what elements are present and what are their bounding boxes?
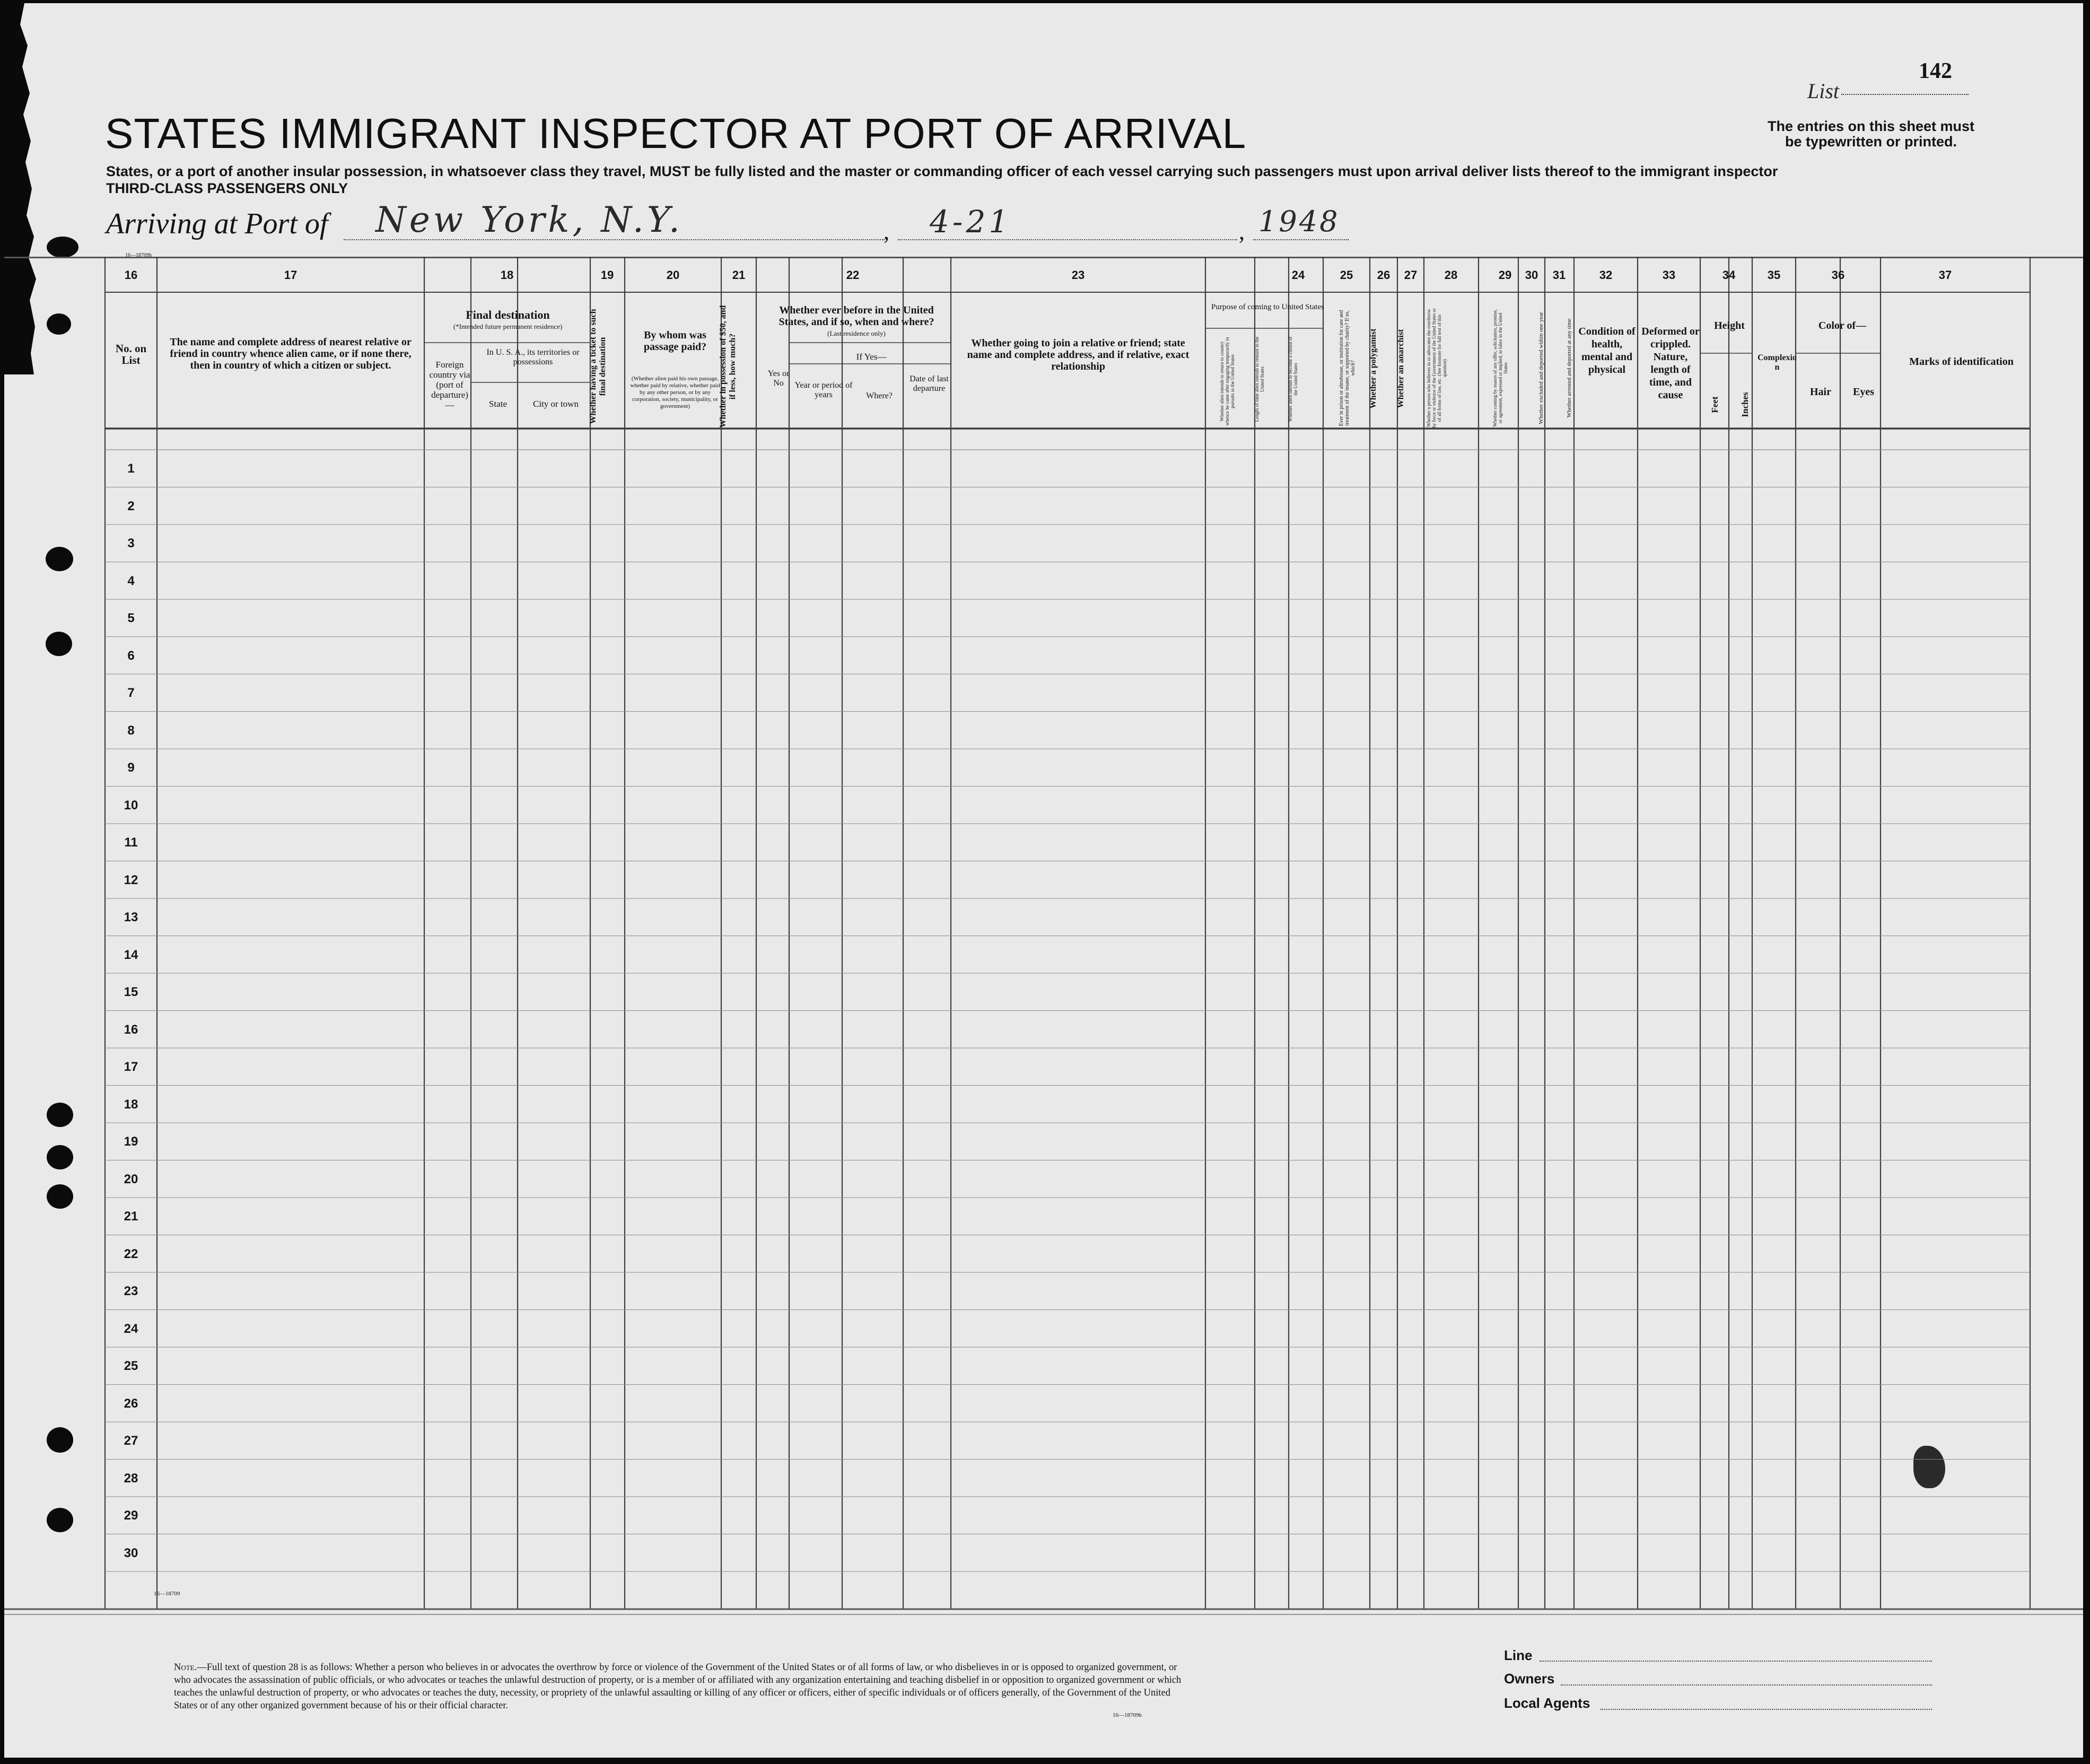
row-number-21: 21	[124, 1209, 138, 1224]
row-number-4: 4	[127, 573, 135, 588]
owners-field[interactable]	[1561, 1684, 1932, 1686]
header-c30: Whether excluded and deported within one year	[1538, 312, 1544, 424]
row-number-27: 27	[124, 1434, 138, 1448]
header-c35: Complexion	[1757, 353, 1797, 372]
row-number-11: 11	[124, 835, 138, 850]
header-c36-hair: Hair	[1810, 386, 1831, 398]
arriving-label: Arriving at Port of	[106, 207, 328, 240]
row-number-1: 1	[127, 461, 135, 476]
local-agents-field[interactable]	[1601, 1709, 1932, 1710]
row-number-2: 2	[127, 499, 135, 513]
header-c18-state: State	[489, 399, 507, 409]
column-number-35: 35	[1767, 268, 1781, 282]
column-number-24: 24	[1291, 268, 1305, 282]
header-c37: Marks of identification	[1909, 356, 2014, 368]
column-number-19: 19	[600, 268, 614, 282]
subtitle-line2: THIRD-CLASS PASSENGERS ONLY	[106, 180, 348, 196]
header-c18-city: City or town	[533, 399, 579, 409]
row-number-20: 20	[124, 1172, 138, 1186]
header-c20-title: By whom was passage paid?	[643, 329, 707, 353]
column-number-28: 28	[1444, 268, 1458, 282]
header-c34-inches: Inches	[1740, 392, 1750, 417]
line-field[interactable]	[1540, 1661, 1932, 1662]
header-c24-b: Length of time alien intends to remain in the United States	[1254, 336, 1265, 422]
header-c22-date: Date of last departure	[910, 374, 949, 393]
header-c22-yesno: Yes or No	[767, 369, 790, 388]
row-number-18: 18	[124, 1097, 138, 1112]
header-c18-foreign: Foreign country via (port of departure)—	[429, 360, 470, 410]
column-number-18: 18	[500, 268, 514, 282]
row-number-14: 14	[124, 947, 138, 962]
manifest-grid	[4, 3, 2083, 1758]
local-agents-label: Local Agents	[1504, 1695, 1590, 1711]
header-c26: Whether a polygamist	[1369, 328, 1378, 409]
list-number: 142	[1919, 59, 1952, 83]
column-number-34: 34	[1722, 268, 1736, 282]
header-c18-note: (*Intended future permanent residence)	[453, 322, 563, 330]
row-number-16: 16	[124, 1022, 138, 1037]
header-c24-title: Purpose of coming to United States	[1211, 303, 1324, 311]
header-c28: Whether a person who believes in or advocates the overthrow by force or violence of the Government of the United States or of all forms of law, etc. (See footnote for full text of this question)	[1426, 308, 1447, 428]
header-c25: Ever in prison or almshouse, or institution for care and treatment of the insane, or supported by charity? If so, which?	[1339, 310, 1356, 426]
header-c18-usa: In U. S. A., its territories or possessions	[486, 348, 580, 366]
row-number-8: 8	[127, 723, 135, 738]
column-number-26: 26	[1377, 268, 1391, 282]
date-value[interactable]: 4-21	[930, 204, 1012, 240]
header-c29: Whether coming by reason of any offer, solicitation, promise, or agreement, expressed or implied, to labor in the United States	[1492, 309, 1508, 427]
list-label: List	[1807, 79, 1840, 103]
header-c22-where: Where?	[866, 391, 893, 400]
row-number-10: 10	[124, 798, 138, 813]
header-c24-a: Whether alien intends to return to country whence he came after engaging temporarily in pursuits in the United States	[1219, 337, 1235, 426]
instructions-text: The entries on this sheet must be typewritten or printed.	[1767, 118, 1975, 150]
row-number-24: 24	[124, 1321, 138, 1336]
column-number-31: 31	[1552, 268, 1566, 282]
header-c27: Whether an anarchist	[1396, 329, 1405, 408]
column-number-22: 22	[846, 268, 860, 282]
row-number-28: 28	[124, 1471, 138, 1486]
header-c16: No. on List	[115, 342, 147, 366]
row-number-22: 22	[124, 1246, 138, 1261]
row-number-26: 26	[124, 1396, 138, 1411]
row-number-25: 25	[124, 1359, 138, 1373]
row-number-3: 3	[127, 536, 135, 551]
header-c22-title: Whether ever before in the United States, and if so, when and where?	[779, 304, 934, 328]
subtitle-line1: States, or a port of another insular possession, in whatsoever class they travel, MUST be fully listed and the master or commanding officer of each vessel carrying such passengers must upon arrival deliver lists thereof to the immigrant inspector	[106, 163, 1778, 179]
note-code: 16—18709b	[1113, 1712, 1142, 1718]
note-label: Note.	[174, 1662, 197, 1673]
column-number-32: 32	[1599, 268, 1613, 282]
header-c23: Whether going to join a relative or friend; state name and complete address, and if relative, exact relationship	[967, 337, 1190, 372]
header-c31: Whether arrested and deported at any time	[1566, 318, 1572, 418]
column-number-33: 33	[1662, 268, 1676, 282]
header-c20-note: (Whether alien paid his own passage, whether paid by relative, whether paid by any other person, or by any corporation, society, municipality, or government)	[630, 375, 720, 409]
column-number-20: 20	[666, 268, 680, 282]
row-number-30: 30	[124, 1545, 138, 1560]
bottom-code: 16—18709	[154, 1591, 180, 1597]
row-number-7: 7	[127, 686, 135, 700]
footnote	[174, 1661, 1182, 1712]
column-number-37: 37	[1938, 268, 1952, 282]
header-c22-ifyes: If Yes—	[856, 352, 887, 362]
column-number-29: 29	[1498, 268, 1512, 282]
column-number-30: 30	[1525, 268, 1538, 282]
row-number-19: 19	[124, 1134, 138, 1149]
row-number-6: 6	[127, 648, 135, 663]
column-number-27: 27	[1404, 268, 1418, 282]
row-number-12: 12	[124, 872, 138, 887]
column-number-16: 16	[124, 268, 138, 282]
header-c34-title: Height	[1714, 320, 1745, 331]
row-number-13: 13	[124, 910, 138, 924]
owners-label: Owners	[1504, 1671, 1555, 1687]
column-number-23: 23	[1071, 268, 1085, 282]
header-c21: Whether in possession of $50, and if less, how much?	[719, 305, 737, 428]
column-number-25: 25	[1340, 268, 1353, 282]
row-number-5: 5	[127, 611, 135, 625]
port-value[interactable]: New York, N.Y.	[375, 199, 683, 240]
line-label: Line	[1504, 1647, 1533, 1663]
header-c19: Whether having a ticket to such final destination	[589, 309, 607, 424]
manifest-sheet: List 142 The entries on this sheet must be typewritten or printed. STATES IMMIGRANT INSPECTOR AT PORT OF ARRIVAL States, or a port of another insular possession, in whatsoever class they travel, MUST be fully listed and the master or commanding officer of each vessel carrying such passengers must upon arrival deliver lists thereof to the immigrant inspector THIRD-CLASS PASSENGERS ONLY Arriving at Port of , , New York, N.Y. 4-21 1948 16—18709b 16 17 18 19 20 21 22 23 24 25 26 27 28 29 30 31 32 33 34 35 36 37 No. on List The name and complete address of nearest relative or friend in country whence alien came, or if none there, then in country of which a citizen or subject. Final destination (*Intended future permanent residence) Foreign country via (port of departure)— In U. S. A., its territories or possessions State City or town Whether having a ticket to such final destination By whom was passage paid? (Whether alien paid his own passage, whether paid by relative, whether paid by any other person, or by any corporation, society, municipality, or government) Whether in possession of $50, and if less, how much? Whether ever before in the United States, and if so, when and where? (Last residence only) If Yes— Yes or No Year or period of years Where? Date of last departure Whether going to join a relative or friend; state name and complete address, and if relative, exact relationship Purpose of coming to United States Whether alien intends to return to country whence he came after engaging temporarily in pursuits in the United States Length of time alien intends to remain in the United States Whether alien intends to become a citizen of the United States Ever in prison or almshouse, or institution for care and treatment of the insane, or supported by charity? If so, which? Whether a polygamist Whether an anarchist Whether a person who believes in or advocates the overthrow by force or violence of the Government of the United States or of all forms of law, etc. (See footnote for full text of this question) Whether coming by reason of any offer, solicitation, promise, or agreement, expressed or implied, to labor in the United States Whether excluded and deported within one year Whether arrested and deported at any time Condition of health, mental and physical Deformed or crippled. Nature, length of time, and cause Height Feet Inches Complexion Color of— Hair Eyes Marks of identification 1 2 3 4 5 6 7 8 9 10 11 12 13 14 15 16 17 18 19 20 21 22 23 24 25 26 27 28 29 30 16—18709 Note.—Full text of question 28 is as follows: Whether a person who believes in or advocates the overthrow by force or violence of the Government of the United States or of all forms of law, or who disbelieves in or is opposed to organized government, or who advocates the assassination of public officials, or who advocates or teaches the unlawful destruction of property, or is a member of or affiliated with any organization entertaining and teaching disbelief in or opposition to organized government or which teaches the unlawful destruction of property, or who advocates or teaches the duty, necessity, or propriety of the unlawful assaulting or killing of any officer or officers, either of specific individuals or of officers generally, of the Government of the United States or of any other organized government because of his or their official character. 16—18709b Line Owners Local Agents	[4, 3, 2083, 1758]
header-c32: Condition of health, mental and physical	[1578, 326, 1636, 375]
column-number-21: 21	[732, 268, 746, 282]
row-number-23: 23	[124, 1284, 138, 1298]
header-c36-title: Color of—	[1818, 320, 1867, 331]
header-c24-c: Whether alien intends to become a citizen of the United States	[1288, 336, 1298, 422]
header-c33: Deformed or crippled. Nature, length of time, and cause	[1641, 326, 1700, 401]
row-number-17: 17	[124, 1060, 138, 1074]
note-text: —Full text of question 28 is as follows: Whether a person who believes in or advocates the overthrow by force or violence of the Government of the United States or of all forms of law, or who disbelieves in or is opposed to organized government, or who advocates the assassination of public officials, or who advocates or teaches the unlawful destruction of property, or is a member of or affiliated with any organization entertaining and teaching disbelief in or opposition to organized government or which teaches the unlawful destruction of property, or who advocates or teaches the duty, necessity, or propriety of the unlawful assaulting or killing of any officer or officers, either of specific individuals or of officers generally, of the Government of the United States or of any other organized government because of his or their official character.	[174, 1662, 1182, 1711]
row-number-29: 29	[124, 1508, 138, 1523]
row-number-9: 9	[127, 761, 135, 775]
header-c18-title: Final destination	[466, 308, 550, 321]
form-code: 16—18709b	[125, 252, 152, 258]
header-c22-year: Year or period of years	[794, 381, 853, 399]
header-c34-feet: Feet	[1710, 396, 1720, 413]
header-c22-note: (Last residence only)	[827, 329, 886, 337]
year-value[interactable]: 1948	[1258, 205, 1340, 238]
row-number-15: 15	[124, 985, 138, 999]
column-number-36: 36	[1831, 268, 1845, 282]
column-number-17: 17	[284, 268, 298, 282]
form-title: STATES IMMIGRANT INSPECTOR AT PORT OF ARRIVAL	[105, 110, 1247, 157]
header-c17: The name and complete address of nearest relative or friend in country whence alien came, or if none there, then in country of which a citizen or subject.	[170, 336, 412, 371]
header-c36-eyes: Eyes	[1853, 386, 1874, 398]
